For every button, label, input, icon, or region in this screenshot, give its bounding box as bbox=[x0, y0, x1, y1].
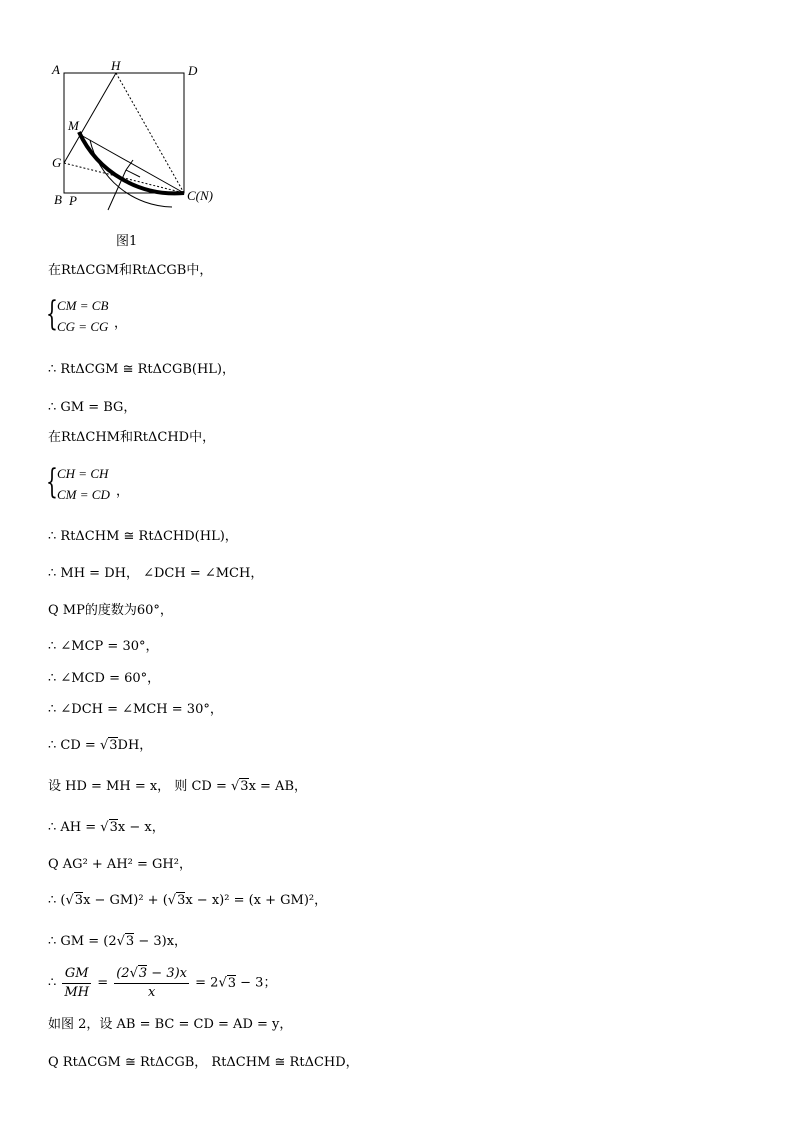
line-13 bbox=[48, 820, 165, 836]
line-4: 在RtΔCHM和RtΔCHD中， bbox=[48, 430, 216, 445]
fraction-numerator bbox=[114, 965, 189, 984]
label-h: H bbox=[111, 58, 121, 73]
line-15-c: x − x)² = (x + GM)²， bbox=[185, 893, 328, 908]
line-17-mid: = bbox=[93, 975, 113, 991]
sqrt-sign: √ bbox=[116, 934, 125, 949]
label-p: P bbox=[69, 193, 77, 208]
sqrt-sign: √ bbox=[100, 820, 109, 835]
sqrt-sign: √ bbox=[167, 893, 177, 908]
segment-hc bbox=[116, 73, 184, 193]
label-a: A bbox=[52, 62, 60, 77]
line-11 bbox=[48, 738, 152, 754]
line-16-a: ∴ GM = (2 bbox=[48, 934, 117, 949]
line-14: Q AG² + AH² = GH²， bbox=[48, 857, 192, 872]
fraction-numerator: GM bbox=[62, 965, 91, 984]
line-11-radicand: 3 bbox=[109, 738, 118, 753]
sqrt-sign: √ bbox=[129, 966, 138, 981]
line-16 bbox=[48, 934, 187, 950]
line-15-b: x − GM)² + ( bbox=[83, 893, 168, 908]
num-radicand: 3 bbox=[138, 966, 148, 981]
fraction-denominator: x bbox=[147, 985, 156, 1000]
fraction-gm-mh bbox=[62, 965, 91, 1002]
line-15-radicand-1: 3 bbox=[74, 893, 84, 908]
line-1: 在RtΔCGM和RtΔCGB中， bbox=[48, 263, 213, 278]
line-6: ∴ MH = DH， ∠DCH = ∠MCH， bbox=[48, 566, 264, 581]
line-3: ∴ GM = BG， bbox=[48, 400, 137, 415]
line-12 bbox=[48, 779, 307, 795]
num-b: − 3)x bbox=[147, 966, 187, 981]
brace-2: { bbox=[46, 462, 58, 502]
fraction-denominator: MH bbox=[64, 985, 90, 1000]
line-16-b: − 3)x， bbox=[134, 934, 188, 949]
geometry-figure bbox=[0, 0, 794, 260]
line-17 bbox=[48, 965, 276, 1002]
line-12-pre: 设 HD = MH = x， 则 CD = bbox=[48, 779, 231, 794]
line-11-post: DH， bbox=[117, 738, 153, 753]
line-5: ∴ RtΔCHM ≅ RtΔCHD(HL)， bbox=[48, 529, 238, 544]
label-c-n: C(N) bbox=[187, 188, 213, 203]
brace-1: { bbox=[46, 294, 58, 334]
line-12-post: x = AB， bbox=[248, 779, 307, 794]
system2-eq-b: CM = CD bbox=[57, 487, 110, 502]
line-13-post: x − x， bbox=[117, 820, 165, 835]
sqrt-sign: √ bbox=[65, 893, 74, 908]
line-13-pre: ∴ AH = bbox=[48, 820, 101, 835]
system2-tail: ， bbox=[116, 484, 130, 499]
label-g: G bbox=[52, 155, 62, 170]
system2-eq-a: CH = CH bbox=[57, 466, 109, 481]
system1-eq-b: CG = CG bbox=[57, 319, 109, 334]
line-13-radicand: 3 bbox=[109, 820, 118, 835]
num-a: (2 bbox=[116, 966, 130, 981]
figure-caption: 图1 bbox=[116, 234, 138, 249]
line-17-post-radicand: 3 bbox=[227, 975, 237, 991]
sqrt-sign: √ bbox=[230, 779, 240, 794]
line-15 bbox=[48, 893, 327, 909]
system1-eq-a: CM = CB bbox=[57, 298, 109, 313]
line-18: 如图 2，设 AB = BC = CD = AD = y， bbox=[48, 1017, 293, 1032]
line-12-radicand: 3 bbox=[240, 779, 249, 794]
line-2: ∴ RtΔCGM ≅ RtΔCGB(HL)， bbox=[48, 362, 236, 377]
line-15-radicand-2: 3 bbox=[177, 893, 186, 908]
radius-segment-3 bbox=[126, 170, 140, 177]
line-17-pre: ∴ bbox=[48, 975, 61, 991]
label-d: D bbox=[188, 63, 198, 78]
line-15-a: ∴ ( bbox=[48, 893, 66, 908]
line-16-radicand: 3 bbox=[125, 934, 135, 949]
label-m: M bbox=[68, 118, 79, 133]
system1-tail: ， bbox=[114, 316, 128, 331]
label-b: B bbox=[54, 192, 62, 207]
line-11-pre: ∴ CD = bbox=[48, 738, 100, 753]
line-17-post-a: = 2 bbox=[191, 975, 219, 991]
line-7: Q MP的度数为60°， bbox=[48, 603, 173, 618]
fraction-expression bbox=[114, 965, 189, 1002]
sqrt-sign: √ bbox=[218, 975, 227, 991]
line-9: ∴ ∠MCD = 60°， bbox=[48, 671, 161, 686]
line-19: Q RtΔCGM ≅ RtΔCGB， RtΔCHM ≅ RtΔCHD， bbox=[48, 1055, 359, 1070]
line-8: ∴ ∠MCP = 30°， bbox=[48, 639, 159, 654]
line-10: ∴ ∠DCH = ∠MCH = 30°， bbox=[48, 702, 223, 717]
line-17-post-b: − 3； bbox=[236, 975, 277, 991]
sqrt-sign: √ bbox=[99, 738, 109, 753]
